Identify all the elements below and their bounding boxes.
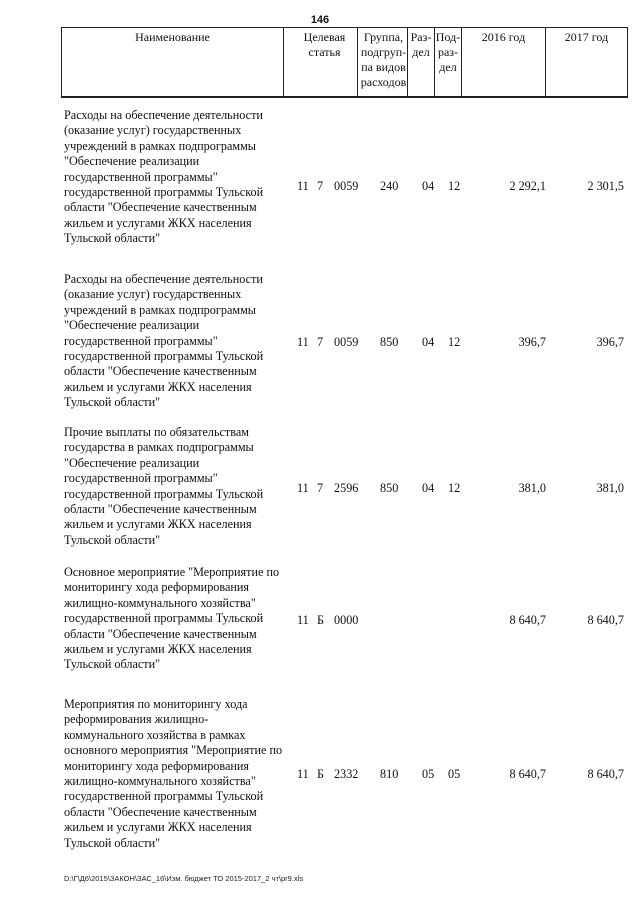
row-codes xyxy=(64,767,634,783)
article-direction-code: 0000 xyxy=(334,613,359,627)
subsection-code: 12 xyxy=(448,481,461,495)
row-name: Расходы на обеспечение деятельности (оказание услуг) государственных учреждений в рамках подпрограммы "Обеспечение реализации государственной программы" государственной программы Тульской области "Обеспечение качественным жильем и услугами ЖКХ населения Тульской области" xyxy=(64,272,264,410)
amount-2017: 2 301,5 xyxy=(587,179,624,193)
table-row xyxy=(64,108,634,264)
row-codes xyxy=(64,179,634,195)
table-row xyxy=(64,272,634,417)
expense-group: 850 xyxy=(380,335,399,349)
table-row xyxy=(64,425,634,557)
section-code: 04 xyxy=(422,335,435,349)
header-year-2016: 2016 год xyxy=(461,28,545,96)
section-code: 05 xyxy=(422,767,435,781)
article-subprogram-code: 7 xyxy=(317,179,324,193)
article-direction-code: 0059 xyxy=(334,335,359,349)
page-number: 146 xyxy=(310,14,330,26)
row-name: Основное мероприятие "Мероприятие по мониторингу хода реформирования жилищно-коммунального хозяйства" государственной программы Тульской области "Обеспечение качественным жильем и услугами ЖКХ населения Тульской области" xyxy=(64,565,280,672)
file-path-footer: D:\Г\Д6\2015\ЗАКОН\ЗАС_16\Изм. бюджет ТО 2015-2017_2 чт\pr9.xls xyxy=(64,874,304,883)
header-section: Раз-дел xyxy=(407,28,434,96)
amount-2016: 381,0 xyxy=(518,481,546,495)
subsection-code: 12 xyxy=(448,179,461,193)
subsection-code: 05 xyxy=(448,767,461,781)
table-header xyxy=(61,27,628,98)
section-code: 04 xyxy=(422,481,435,495)
expense-group: 850 xyxy=(380,481,399,495)
article-subprogram-code: Б xyxy=(317,613,324,627)
header-subsection: Под-раз-дел xyxy=(434,28,461,96)
amount-2017: 396,7 xyxy=(596,335,624,349)
amount-2017: 8 640,7 xyxy=(587,767,624,781)
subsection-code: 12 xyxy=(448,335,461,349)
article-subprogram-code: 7 xyxy=(317,481,324,495)
amount-2016: 8 640,7 xyxy=(509,767,546,781)
expense-group: 240 xyxy=(380,179,399,193)
expense-group: 810 xyxy=(380,767,399,781)
article-direction-code: 2596 xyxy=(334,481,359,495)
table-row xyxy=(64,697,634,862)
row-name: Расходы на обеспечение деятельности (оказание услуг) государственных учреждений в рамках подпрограммы "Обеспечение реализации государственной программы" государственной программы Тульской области "Обеспечение качественным жильем и услугами ЖКХ населения Тульской области" xyxy=(64,108,264,246)
section-code: 04 xyxy=(422,179,435,193)
amount-2017: 8 640,7 xyxy=(587,613,624,627)
header-name: Наименование xyxy=(135,30,210,44)
header-year-2017: 2017 год xyxy=(545,28,627,96)
article-direction-code: 2332 xyxy=(334,767,359,781)
amount-2016: 396,7 xyxy=(518,335,546,349)
article-direction-code: 0059 xyxy=(334,179,359,193)
header-group: Группа, подгруп-па видов расходов xyxy=(357,28,407,96)
article-program-code: 11 xyxy=(297,335,309,349)
article-program-code: 11 xyxy=(297,613,309,627)
article-program-code: 11 xyxy=(297,767,309,781)
row-codes xyxy=(64,613,634,629)
table-row xyxy=(64,565,634,683)
row-codes xyxy=(64,335,634,351)
header-target-article: Целевая статья xyxy=(283,28,357,96)
article-program-code: 11 xyxy=(297,179,309,193)
article-subprogram-code: 7 xyxy=(317,335,324,349)
amount-2017: 381,0 xyxy=(596,481,624,495)
article-program-code: 11 xyxy=(297,481,309,495)
amount-2016: 2 292,1 xyxy=(509,179,546,193)
amount-2016: 8 640,7 xyxy=(509,613,546,627)
row-codes xyxy=(64,481,634,497)
article-subprogram-code: Б xyxy=(317,767,324,781)
row-name: Прочие выплаты по обязательствам государства в рамках подпрограммы "Обеспечение реализации государственной программы" государственной программы Тульской области "Обеспечение качественным жильем и услугами ЖКХ населения Тульской области" xyxy=(64,425,264,547)
row-name: Мероприятия по мониторингу хода реформирования жилищно-коммунального хозяйства в рамках основного мероприятия "Мероприятие по мониторингу хода реформирования жилищно-коммунального хозяйства" государственной программы Тульской области "Обеспечение качественным жильем и услугами ЖКХ населения Тульской области" xyxy=(64,697,283,850)
